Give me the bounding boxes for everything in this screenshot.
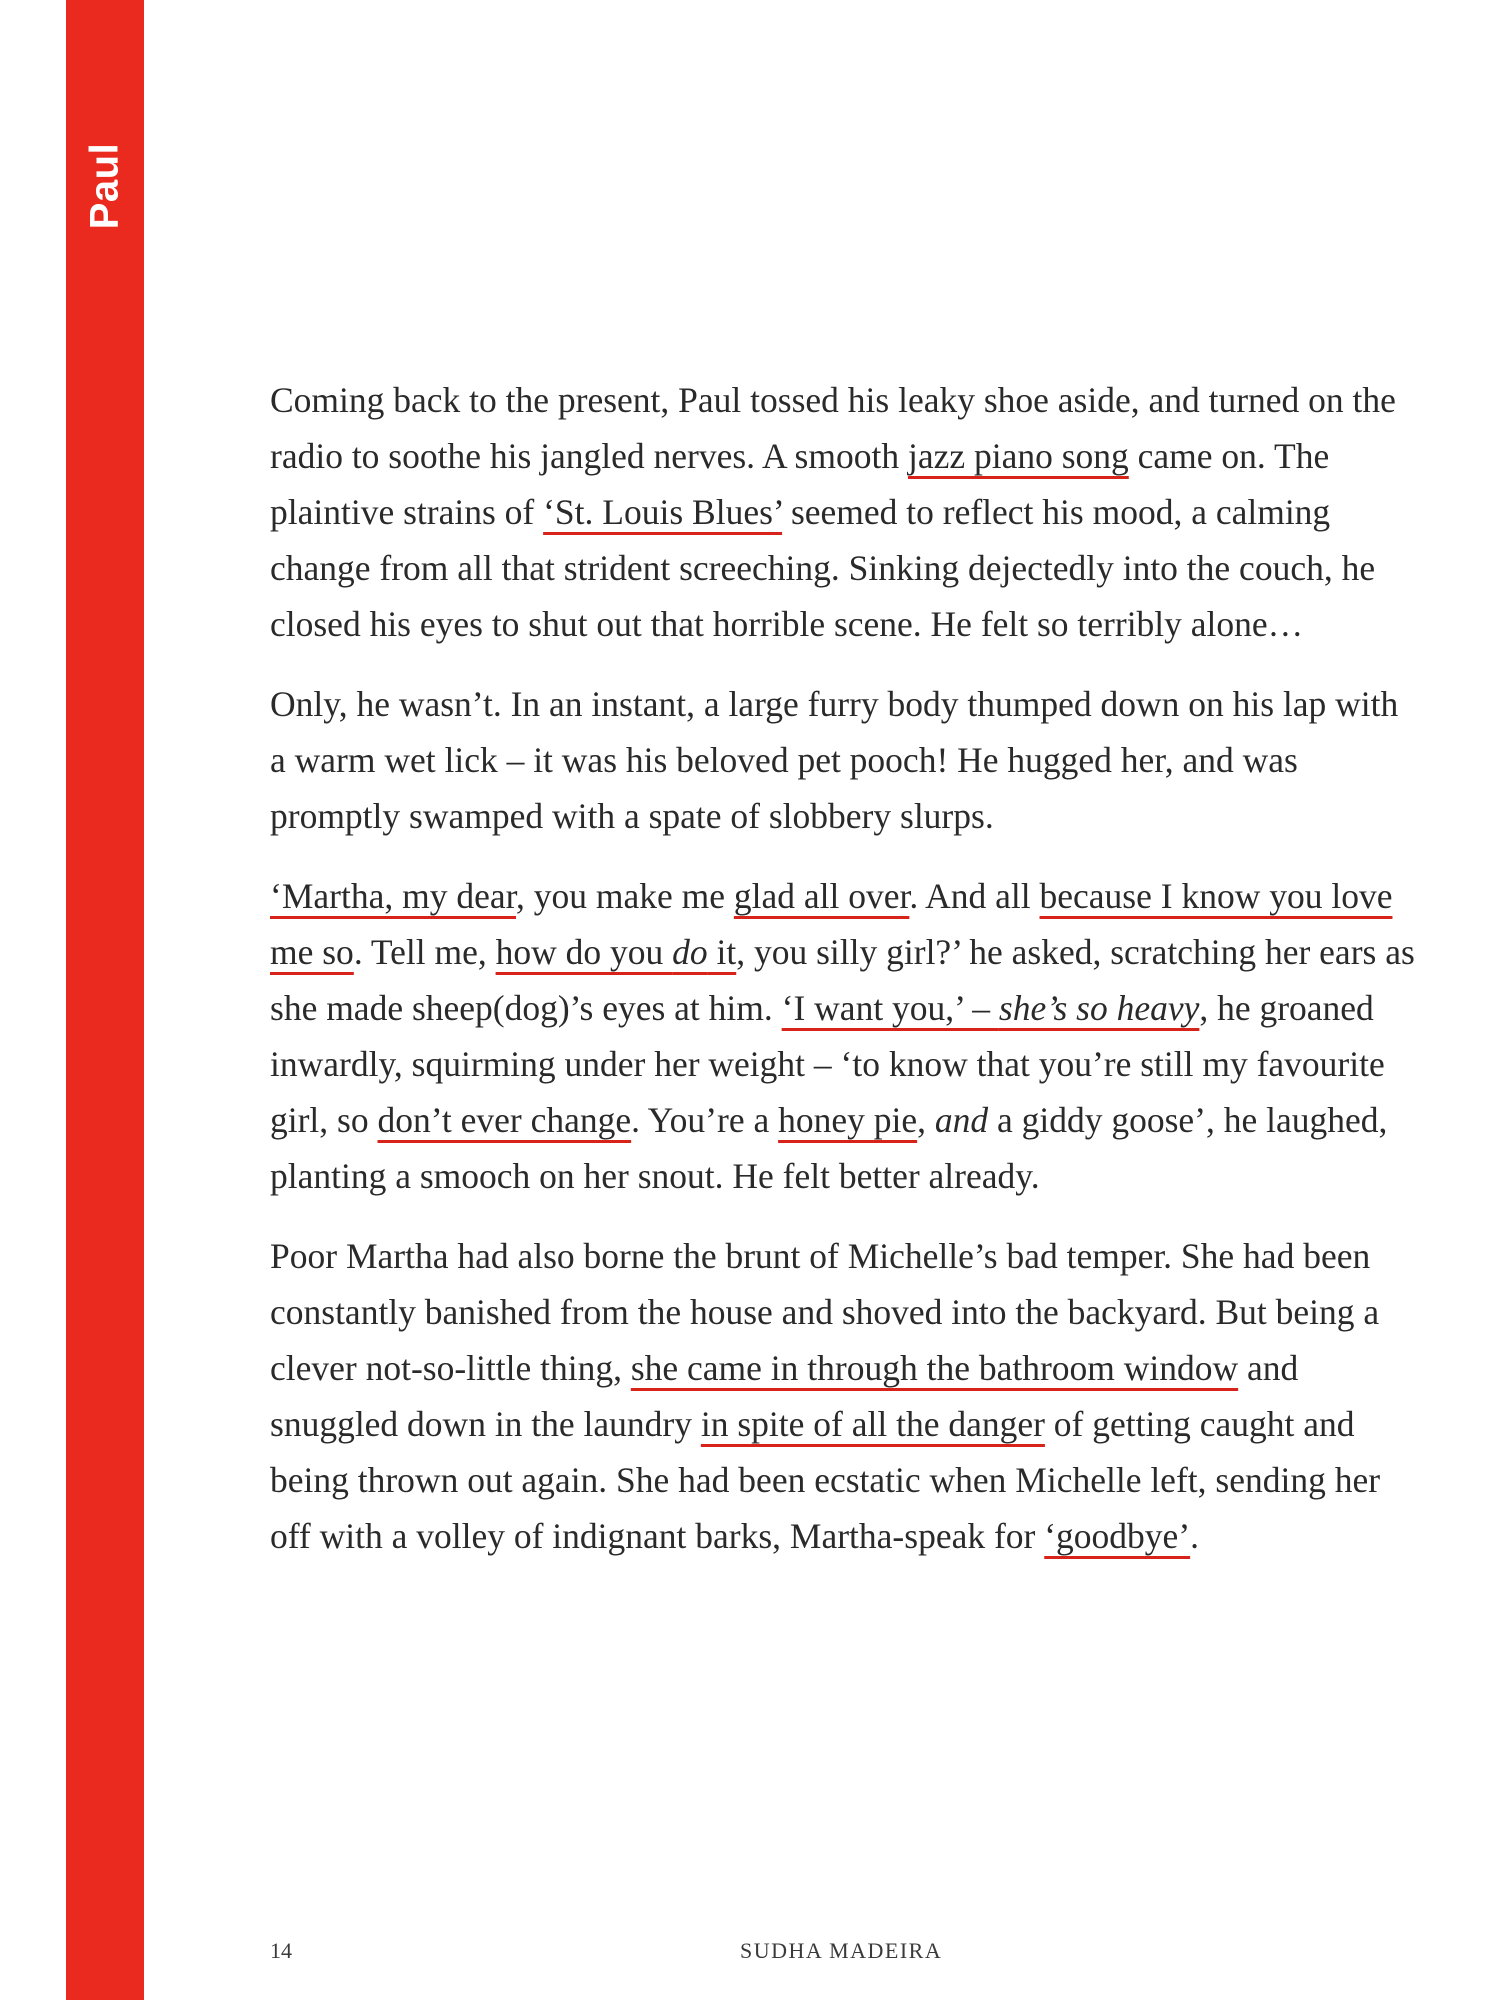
- song-reference: because I know you love me so: [270, 876, 1393, 972]
- running-footer-author: SUDHA MADEIRA: [740, 1938, 943, 1963]
- song-reference: honey pie: [778, 1100, 918, 1140]
- paragraph-2: Only, he wasn’t. In an instant, a large furry body thumped down on his lap with a warm wet lick – it was his beloved pet pooch! He hugged her, and was promptly swamped with a spate of slobbery slurps.: [270, 684, 1399, 836]
- song-reference: ‘St. Louis Blues’: [543, 492, 783, 532]
- page-number: 14: [270, 1938, 292, 1963]
- song-reference: how do you do it: [495, 932, 737, 972]
- chapter-tab-label: Paul: [82, 142, 127, 230]
- song-reference: in spite of all the danger: [700, 1404, 1045, 1444]
- song-reference: ‘Martha, my dear: [270, 876, 516, 916]
- chapter-body: [270, 372, 1420, 1588]
- song-reference: don’t ever change: [377, 1100, 632, 1140]
- song-reference: ‘I want you,’ – she’s so heavy: [781, 988, 1200, 1028]
- song-reference: ‘goodbye’: [1044, 1516, 1191, 1556]
- chapter-side-tab: [66, 0, 144, 2000]
- song-reference: jazz piano song: [907, 436, 1129, 476]
- song-reference: she came in through the bathroom window: [630, 1348, 1239, 1388]
- song-reference: glad all over: [733, 876, 910, 916]
- paragraph-3: ‘Martha, my dear, you make me glad all over. And all because I know you love me so. Tell me, how do you do it, you silly girl?’ he asked, scratching her ears as she made sheep(dog)’s eyes at him. ‘I want you,’ – she’s so heavy, he groaned inwardly, squirming under her weight – ‘to know that you’re still my favourite girl, so don’t ever change. You’re a honey pie, and a giddy goose’, he laughed, planting a smooch on her snout. He felt better already.: [270, 876, 1415, 1196]
- paragraph-1: Coming back to the present, Paul tossed his leaky shoe aside, and turned on the radio to soothe his jangled nerves. A smooth jazz piano song came on. The plaintive strains of ‘St. Louis Blues’ seemed to reflect his mood, a calming change from all that strident screeching. Sinking dejectedly into the couch, he closed his eyes to shut out that horrible scene. He felt so terribly alone…: [270, 380, 1396, 644]
- paragraph-4: Poor Martha had also borne the brunt of Michelle’s bad temper. She had been constantly banished from the house and shoved into the backyard. But being a clever not-so-little thing, she came in through the bathroom window and snuggled down in the laundry in spite of all the danger of getting caught and being thrown out again. She had been ecstatic when Michelle left, sending her off with a volley of indignant barks, Martha-speak for ‘goodbye’.: [270, 1236, 1381, 1556]
